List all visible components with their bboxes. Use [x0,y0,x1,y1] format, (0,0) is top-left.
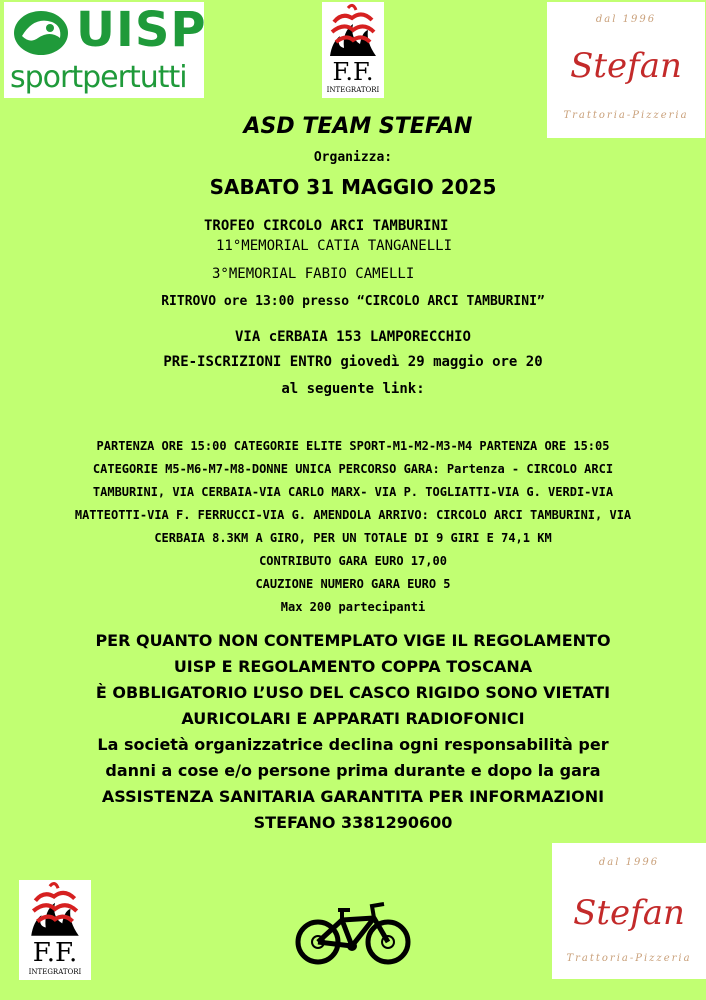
stefan-wordmark: Stefan [570,46,682,86]
ff-wordmark: F.F. [32,938,78,968]
rules-line: ASSISTENZA SANITARIA GARANTITA PER INFORMAZIONI [101,787,605,806]
uisp-wordmark: UISP [76,2,207,58]
stefan-subtitle: Trattoria-Pizzeria [563,110,689,121]
details-line: CAUZIONE NUMERO GARA EURO 5 [255,577,451,591]
stefan-logo-top [547,2,705,138]
rules-line: AURICOLARI E APPARATI RADIOFONICI [181,709,525,728]
rules-line: PER QUANTO NON CONTEMPLATO VIGE IL REGOLAMENTO [95,631,611,650]
details-line: MATTEOTTI-VIA F. FERRUCCI-VIA G. AMENDOLA ARRIVO: CIRCOLO ARCI TAMBURINI, VIA [74,508,632,522]
uisp-logo [4,2,207,98]
ff-subtitle: INTEGRATORI [28,968,82,976]
details-line: PARTENZA ORE 15:00 CATEGORIE ELITE SPORT-M1-M2-M3-M4 PARTENZA ORE 15:05 [96,439,610,453]
stefan-wordmark: Stefan [573,893,685,933]
race-details [14,435,692,619]
stefan-logo-bottom [552,843,706,979]
organizza-label: Organizza: [313,150,393,165]
ritrovo-line: RITROVO ore 13:00 presso “CIRCOLO ARCI TAMBURINI” [161,294,545,309]
details-line: Max 200 partecipanti [280,600,426,614]
rules-line: danni a cose e/o persone prima durante e dopo la gara [105,761,601,780]
details-line: TAMBURINI, VIA CERBAIA-VIA CARLO MARX- VIA P. TOGLIATTI-VIA G. VERDI-VIA [92,485,614,499]
memorial-2: 3°MEMORIAL FABIO CAMELLI [212,266,415,282]
rules-line: È OBBLIGATORIO L’USO DEL CASCO RIGIDO SONO VIETATI [95,683,611,702]
details-line: CONTRIBUTO GARA EURO 17,00 [259,554,447,568]
details-line: CATEGORIE M5-M6-M7-M8-DONNE UNICA PERCORSO GARA: Partenza - CIRCOLO ARCI [92,462,614,476]
trofeo-name: TROFEO CIRCOLO ARCI TAMBURINI [204,218,449,234]
bicycle-icon [294,896,412,968]
flame-icon [19,880,91,942]
rules-block [30,628,676,836]
flame-icon [322,2,384,62]
uisp-tagline: sportpertutti [10,60,187,95]
address-line: VIA cERBAIA 153 LAMPORECCHIO [234,329,471,345]
details-line: CERBAIA 8.3KM A GIRO, PER UN TOTALE DI 9 GIRI E 74,1 KM [154,531,552,545]
rules-line: La società organizzatrice declina ogni responsabilità per [97,735,609,754]
event-date: SABATO 31 MAGGIO 2025 [209,175,497,199]
ff-wordmark: F.F. [332,58,374,86]
stefan-subtitle: Trattoria-Pizzeria [566,953,692,964]
preiscrizioni-line: PRE-ISCRIZIONI ENTRO giovedì 29 maggio ore 20 [163,354,543,370]
rules-line: STEFANO 3381290600 [253,813,453,832]
ff-integratori-logo-bottom [19,880,91,980]
stefan-since: dal 1996 [595,14,657,25]
stefan-since: dal 1996 [598,857,660,868]
page-title: ASD TEAM STEFAN [243,114,473,139]
link-label: al seguente link: [281,381,425,397]
memorial-1: 11°MEMORIAL CATIA TANGANELLI [216,238,453,254]
ff-subtitle: INTEGRATORI [326,86,380,94]
rules-line: UISP E REGOLAMENTO COPPA TOSCANA [173,657,533,676]
uisp-emblem-icon [12,8,70,58]
ff-integratori-logo-top [322,2,384,98]
